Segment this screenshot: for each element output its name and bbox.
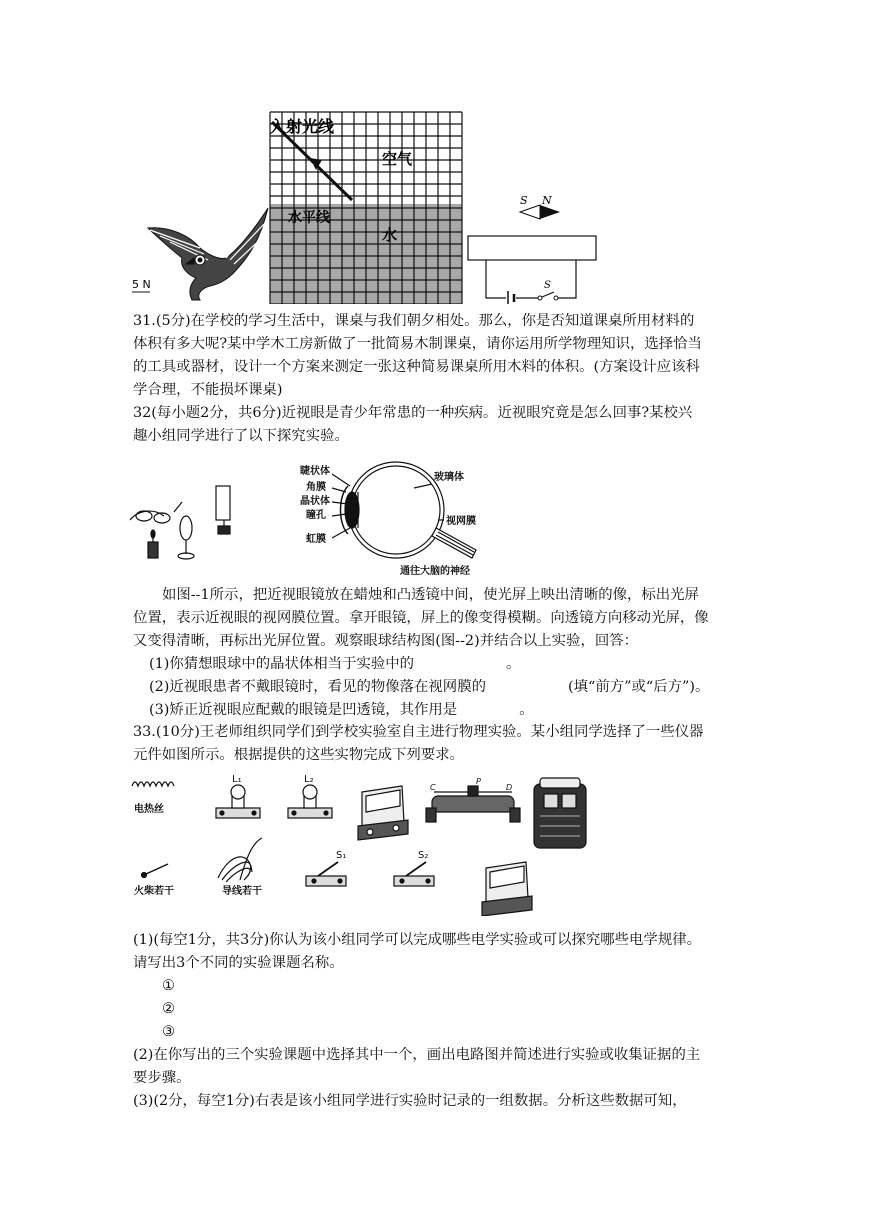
- q32-sub3: [149, 700, 759, 720]
- q31-line-3: 的工具或器材，设计一个方案来测定一张这种简易课桌所用木料的体积。(方案设计应该科: [133, 359, 700, 375]
- q33-blank-1: ①: [162, 978, 175, 994]
- label-water: 水: [382, 226, 398, 244]
- label-s2: S₂: [418, 850, 429, 861]
- figure-eyeball: [296, 458, 486, 578]
- q32-sub2-end: (填“前方”或“后方”)。: [567, 679, 710, 695]
- compass-n: N: [542, 194, 552, 207]
- lead-wires: [218, 838, 262, 882]
- q32-para-2: 位置，表示近视眼的视网膜位置。拿开眼镜，屏上的像变得模糊。向透镜方向移动光屏，像: [133, 610, 709, 626]
- q33-blank-3: ③: [162, 1024, 175, 1040]
- q33-sub1-line-2: 请写出3个不同的实验课题名称。: [133, 955, 344, 971]
- meter-1: [358, 786, 408, 840]
- eye-label-ciliary: 睫状体: [300, 466, 330, 477]
- eye-label-lens: 晶状体: [300, 496, 330, 507]
- eye-label-iris: 虹膜: [306, 534, 326, 545]
- q31-line-1: 31.(5分)在学校的学习生活中，课桌与我们朝夕相处。那么，你是否知道课桌所用材料的: [133, 313, 695, 329]
- q33-line-1: 33.(10分)王老师组织同学们到学校实验室自主进行物理实验。某小组同学选择了一些仪器: [133, 724, 704, 740]
- eagle-image: [148, 208, 268, 300]
- figure-top: [130, 108, 610, 304]
- match-stick: [146, 864, 168, 874]
- refraction-grid: [270, 112, 462, 304]
- q33-line-2: 元件如图所示。根据提供的这些实物完成下列要求。: [133, 747, 464, 763]
- bulb-l1: [216, 785, 260, 818]
- q32-sub3-end: 。: [519, 702, 534, 718]
- q32-sub2: [149, 677, 759, 697]
- q31-line-4: 学合理，不能损坏课桌): [133, 382, 283, 398]
- compass-s: S: [520, 194, 528, 207]
- scale-label: 5 N: [132, 278, 151, 291]
- q32-para-3: 又变得清晰，再标出光屏位置。观察眼球结构图(图--2)并结合以上实验，回答：: [133, 633, 639, 649]
- eye-label-cornea: 角膜: [306, 482, 326, 493]
- label-l1: L₁: [232, 774, 242, 785]
- q33-sub1-line-1: (1)(每空1分，共3分)你认为该小组同学可以完成哪些电学实验或可以探究哪些电学规律。: [133, 932, 701, 948]
- q32-line-2: 趣小组同学进行了以下探究实验。: [133, 428, 349, 444]
- label-s1: S₁: [336, 850, 347, 861]
- eye-label-retina: 视网膜: [446, 516, 476, 527]
- label-l2: L₂: [304, 774, 314, 785]
- label-leads: 导线若干: [222, 886, 262, 897]
- label-p: P: [476, 777, 481, 786]
- q32-line-1: 32(每小题2分，共6分)近视眼是青少年常患的一种疾病。近视眼究竟是怎么回事?某校兴: [133, 405, 693, 421]
- battery-box: [534, 778, 586, 848]
- q32-sub1: [149, 654, 759, 674]
- figure-equipment: [130, 772, 600, 916]
- label-heating-wire: 电热丝: [134, 804, 164, 815]
- label-matches: 火柴若干: [134, 886, 174, 897]
- q33-sub2-line-1: (2)在你写出的三个实验课题中选择其中一个，画出电路图并简述进行实验或收集证据的主: [133, 1047, 701, 1063]
- bulb-l2: [288, 785, 332, 818]
- label-air: 空气: [382, 150, 413, 168]
- label-incident-ray: 入射光线: [270, 117, 335, 136]
- q33-blank-2: ②: [162, 1001, 175, 1017]
- switch-label: S: [544, 280, 551, 291]
- label-water-surface: 水平线: [288, 210, 330, 226]
- q32-para-1: 如图--1所示，把近视眼镜放在蜡烛和凸透镜中间，使光屏上映出清晰的像，标出光屏: [162, 587, 699, 603]
- figure-candle-lens: [124, 482, 252, 566]
- switch-s1: [306, 862, 346, 886]
- heating-wire-coil: [132, 782, 174, 786]
- q32-sub1-end: 。: [506, 656, 521, 672]
- label-c: C: [430, 783, 436, 792]
- label-d: D: [506, 783, 513, 792]
- q33-sub2-line-2: 要步骤。: [133, 1070, 191, 1086]
- q32-sub2-text: (2)近视眼患者不戴眼镜时，看见的物像落在视网膜的: [149, 679, 486, 695]
- q32-sub1-text: (1)你猜想眼球中的晶状体相当于实验中的: [149, 656, 415, 672]
- compass-circuit: [468, 194, 596, 304]
- q33-sub3: (3)(2分，每空1分)右表是该小组同学进行实验时记录的一组数据。分析这些数据可知，: [133, 1093, 687, 1109]
- meter-2: [482, 862, 532, 916]
- eye-label-vitreous: 玻璃体: [434, 472, 464, 483]
- q32-sub3-text: (3)矫正近视眼应配戴的眼镜是凹透镜，其作用是: [149, 702, 458, 718]
- switch-s2: [394, 862, 434, 886]
- eye-label-nerve: 通往大脑的神经: [400, 566, 470, 577]
- eye-label-pupil: 瞳孔: [306, 510, 326, 521]
- q31-line-2: 体积有多大呢?某中学木工房新做了一批简易木制课桌，请你运用所学物理知识，选择恰当: [133, 336, 702, 352]
